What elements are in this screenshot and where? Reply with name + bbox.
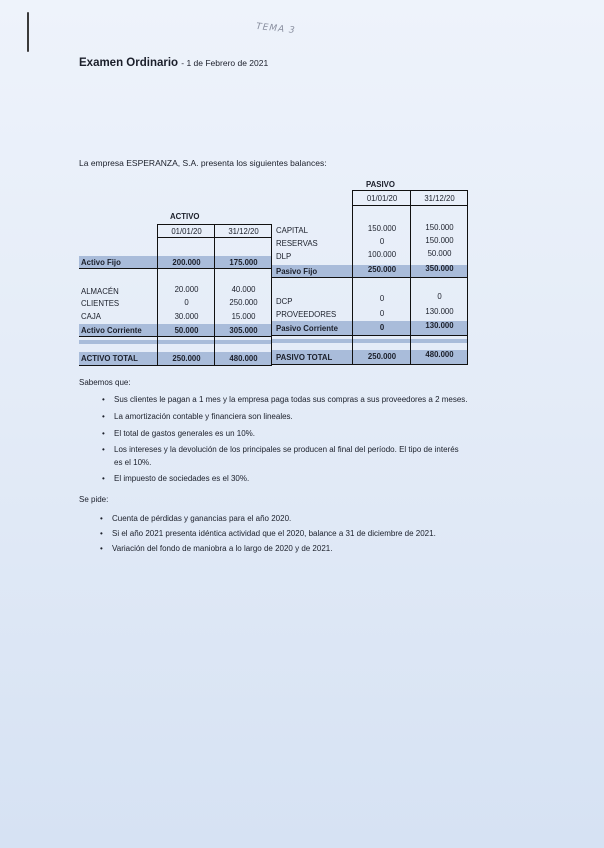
pide-item — [100, 543, 333, 554]
activo-row-v2: 305.000 — [229, 326, 258, 335]
activo-row-label: Activo Corriente — [81, 326, 142, 335]
activo-bottom-line — [79, 365, 272, 366]
pasivo-row-v2: 480.000 — [425, 350, 454, 359]
pasivo-row-v2: 150.000 — [425, 223, 454, 232]
bullet-icon: • — [102, 412, 105, 421]
pasivo-row-v1: 150.000 — [367, 224, 397, 233]
sabemos-item — [102, 411, 293, 422]
activo-row-v1: 250.000 — [172, 354, 201, 363]
activo-row-v2: 175.000 — [229, 258, 258, 267]
pasivo-row-label: DCP — [276, 297, 293, 306]
activo-spacer-band — [79, 340, 272, 344]
pasivo-row-v2: 130.000 — [425, 307, 454, 316]
activo-row-label: Activo Fijo — [81, 258, 121, 267]
activo-corriente-line — [79, 336, 272, 337]
pasivo-row-v2: 350.000 — [425, 264, 454, 273]
sabemos-item — [102, 394, 468, 405]
pasivo-row-label: CAPITAL — [276, 226, 308, 235]
activo-row-v1: 200.000 — [172, 258, 201, 267]
pasivo-spacer-band — [272, 339, 468, 343]
pasivo-row-label: DLP — [276, 252, 292, 261]
pasivo-row-label: Pasivo Corriente — [276, 324, 338, 333]
activo-row-v1: 20.000 — [174, 285, 199, 294]
pasivo-row-v1: 0 — [379, 323, 385, 332]
pasivo-row-v1: 0 — [379, 237, 385, 246]
sabemos-item-text: La amortización contable y financiera son lineales. — [114, 412, 293, 421]
pide-heading: Se pide: — [79, 495, 109, 504]
pasivo-vline-3 — [467, 190, 468, 365]
activo-row-v2: 15.000 — [231, 312, 256, 321]
activo-row-v1: 30.000 — [174, 312, 199, 321]
activo-row-v1: 0 — [184, 298, 189, 307]
pasivo-row-label: Pasivo Fijo — [276, 267, 318, 276]
activo-row-label: ACTIVO TOTAL — [81, 354, 138, 363]
activo-col2-header: 31/12/20 — [228, 227, 259, 236]
bullet-icon: • — [102, 429, 105, 438]
intro-text: La empresa ESPERANZA, S.A. presenta los siguientes balances: — [79, 158, 327, 168]
pasivo-row-v1: 250.000 — [367, 352, 397, 361]
sabemos-item — [102, 428, 255, 439]
bullet-icon: • — [100, 514, 103, 523]
staple-mark — [27, 12, 29, 52]
pasivo-bottom-line — [272, 364, 468, 365]
pasivo-row-label: PASIVO TOTAL — [276, 353, 333, 362]
activo-row-label: ALMACÉN — [81, 287, 119, 296]
sabemos-item-text: Sus clientes le pagan a 1 mes y la empresa paga todas sus compras a sus proveedores a 2 meses. — [114, 395, 468, 404]
bullet-icon: • — [100, 529, 103, 538]
pasivo-vline-1 — [352, 190, 353, 365]
pasivo-row-v2: 50.000 — [427, 249, 452, 258]
pide-item-text: Cuenta de pérdidas y ganancias para el año 2020. — [112, 514, 292, 523]
pasivo-vline-2 — [410, 190, 411, 365]
pasivo-row-v2: 0 — [437, 292, 442, 301]
pasivo-row-v1: 0 — [379, 309, 385, 318]
pasivo-corriente-line — [272, 335, 468, 336]
bullet-icon: • — [100, 544, 103, 553]
pasivo-row-label: RESERVAS — [276, 239, 318, 248]
bullet-icon: • — [102, 445, 105, 454]
activo-col1-header: 01/01/20 — [171, 227, 202, 236]
sabemos-item-text: El total de gastos generales es un 10%. — [114, 429, 255, 438]
pasivo-fijo-line — [272, 277, 468, 278]
pasivo-row-v1: 0 — [379, 294, 385, 303]
sabemos-item-text: El impuesto de sociedades es el 30%. — [114, 474, 250, 483]
activo-vline-1 — [157, 224, 158, 366]
sabemos-item-text: Los intereses y la devolución de los principales se producen al final del período. El tipo de interés — [114, 445, 459, 454]
activo-vline-3 — [271, 224, 272, 366]
pide-item — [100, 513, 292, 524]
activo-row-v2: 480.000 — [229, 354, 258, 363]
activo-row-v2: 250.000 — [229, 298, 258, 307]
pasivo-row-label: PROVEEDORES — [276, 310, 337, 319]
pasivo-row-v1: 250.000 — [367, 265, 397, 274]
pide-item-text: Si el año 2021 presenta idéntica actividad que el 2020, balance a 31 de diciembre de 2021. — [112, 529, 436, 538]
bullet-icon: • — [102, 395, 105, 404]
activo-fijo-line — [79, 268, 272, 269]
sabemos-item — [102, 444, 459, 455]
pasivo-row-v1: 100.000 — [367, 250, 397, 259]
sabemos-item — [102, 473, 250, 484]
exam-title-text: Examen Ordinario — [79, 57, 179, 69]
sabemos-item-continuation: es el 10%. — [114, 458, 152, 467]
exam-date: - 1 de Febrero de 2021 — [181, 58, 269, 68]
activo-title: ACTIVO — [170, 212, 200, 221]
pasivo-row-v2: 150.000 — [425, 236, 454, 245]
pasivo-row-v2: 130.000 — [425, 321, 454, 330]
pide-item — [100, 528, 436, 539]
bullet-icon: • — [102, 474, 105, 483]
pasivo-title: PASIVO — [366, 180, 395, 189]
activo-row-label: CAJA — [81, 312, 101, 321]
sabemos-heading: Sabemos que: — [79, 378, 131, 387]
activo-row-label: CLIENTES — [81, 299, 120, 308]
pasivo-col1-header: 01/01/20 — [366, 194, 398, 203]
pide-item-text: Variación del fondo de maniobra a lo largo de 2020 y de 2021. — [112, 544, 333, 553]
pasivo-col2-header: 31/12/20 — [424, 194, 455, 203]
activo-vline-2 — [214, 224, 215, 366]
activo-row-v1: 50.000 — [174, 326, 199, 335]
exam-title — [79, 57, 268, 69]
handwritten-note: TEMA 3 — [255, 21, 297, 37]
activo-row-v2: 40.000 — [231, 285, 256, 294]
